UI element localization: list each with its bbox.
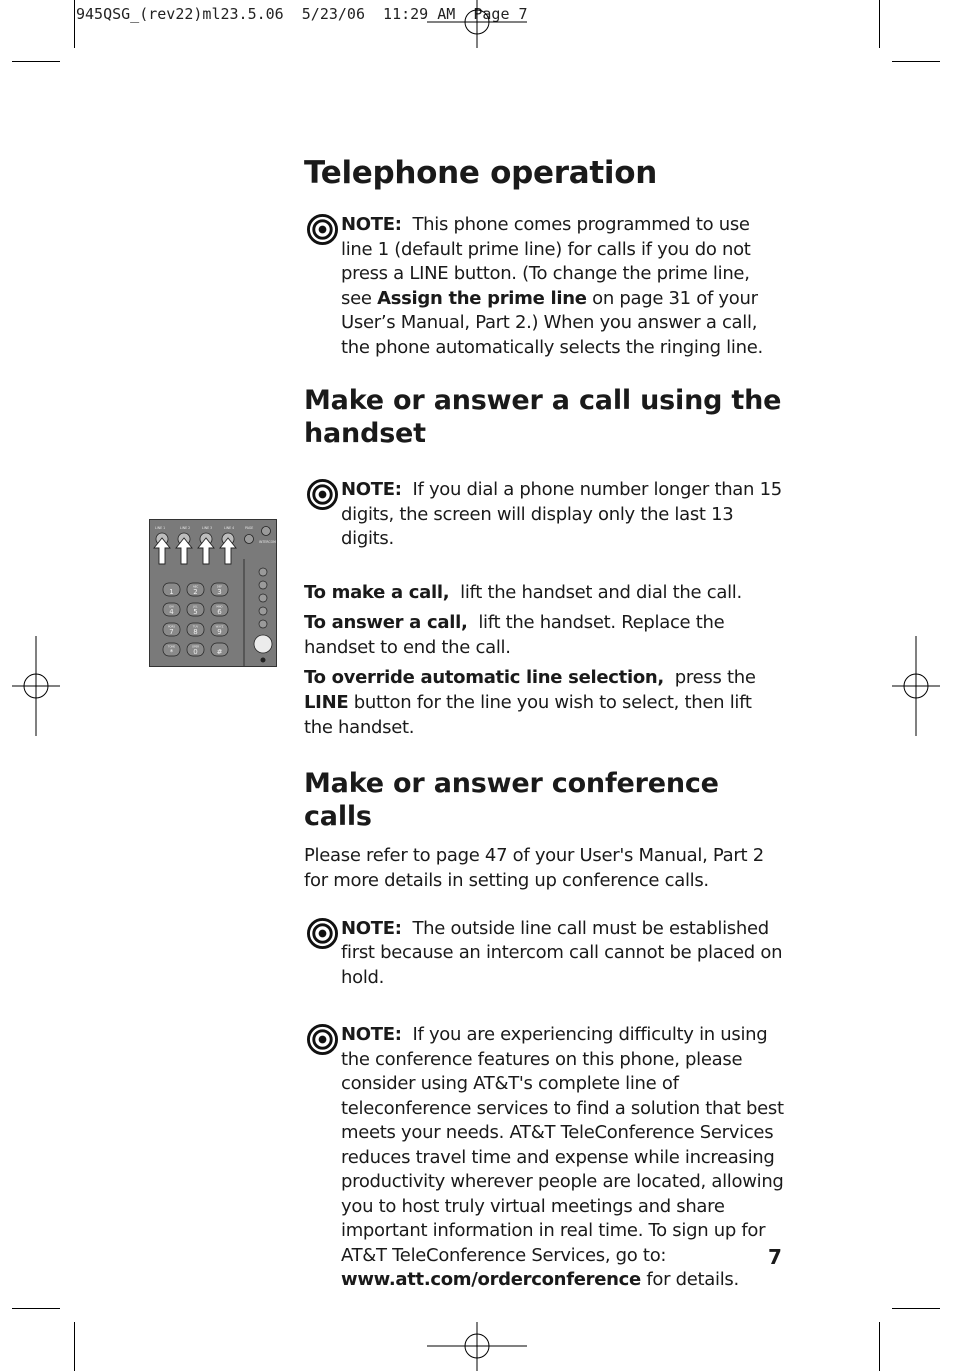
digits-note bbox=[304, 478, 784, 552]
page-number: 7 bbox=[768, 1245, 782, 1269]
note-label: NOTE: bbox=[341, 1024, 402, 1045]
override-text: button for the line you wish to select, then lift the handset. bbox=[304, 691, 752, 738]
answer-call-text: lift the handset. Replace the handset to end the call. bbox=[304, 611, 725, 658]
make-call-label: To make a call, bbox=[304, 581, 450, 603]
key-2-digit: 2 bbox=[193, 588, 198, 596]
note-text: If you are experiencing difficulty in using the conference features on this phone, please consider using AT&T's complete line of teleconference services to find a solution that best meets your needs. AT&T TeleConference Services reduces travel time and expense while increasing productivity wherever people are located, allowing you to host truly virtual meetings and share important information in real time. To sign up for AT&T TeleConference Services, go to: bbox=[341, 1024, 784, 1266]
line-button-ref: LINE bbox=[304, 691, 349, 713]
key-4-letters: GHI bbox=[169, 605, 174, 609]
key-5-letters: JKL bbox=[193, 605, 198, 609]
key-9-letters: WXYZ bbox=[215, 625, 224, 629]
registration-mark-right bbox=[892, 636, 940, 736]
prime-line-note bbox=[304, 213, 784, 360]
intercom-label: INTERCOM bbox=[259, 540, 276, 544]
note-text: on page 31 of your User’s Manual, Part 2.) When you answer a call, the phone automatically selects the ringing line. bbox=[341, 287, 763, 358]
outside-line-note bbox=[304, 917, 784, 991]
make-call-instruction bbox=[304, 580, 784, 605]
line-3-label: LINE 3 bbox=[202, 526, 213, 530]
page-button bbox=[245, 535, 254, 544]
line-2-label: LINE 2 bbox=[180, 526, 191, 530]
key-7-digit: 7 bbox=[169, 628, 174, 636]
override-text: press the bbox=[674, 666, 756, 688]
override-instruction bbox=[304, 665, 784, 740]
note-text: If you dial a phone number longer than 15 digits, the screen will display only the last 13 digits. bbox=[341, 479, 782, 549]
key-hash-digit: # bbox=[216, 648, 223, 656]
key-7-letters: PQRS bbox=[167, 625, 176, 629]
note-label: NOTE: bbox=[341, 479, 402, 500]
page-title: Telephone operation bbox=[304, 155, 657, 191]
note-label: NOTE: bbox=[341, 917, 402, 939]
key-star-letters: TONE bbox=[167, 645, 176, 649]
key-8-digit: 8 bbox=[193, 628, 198, 636]
key-0-letters: OPER bbox=[191, 645, 200, 649]
line-1-label: LINE 1 bbox=[155, 526, 166, 530]
note-text: The outside line call must be established first because an intercom call cannot be placed on hold. bbox=[341, 917, 783, 988]
make-call-text: lift the handset and dial the call. bbox=[460, 581, 742, 603]
teleconference-note bbox=[304, 1023, 784, 1293]
line-4-label: LINE 4 bbox=[224, 526, 235, 530]
key-0-digit: 0 bbox=[193, 648, 198, 656]
assign-prime-line-ref: Assign the prime line bbox=[377, 287, 587, 309]
note-text: for details. bbox=[640, 1269, 739, 1290]
key-3-letters: DEF bbox=[216, 585, 223, 589]
key-9-digit: 9 bbox=[217, 628, 222, 636]
registration-mark-top bbox=[427, 0, 527, 48]
key-3-digit: 3 bbox=[217, 588, 222, 596]
key-2-letters: ABC bbox=[192, 585, 199, 589]
handset-heading: Make or answer a call using the handset bbox=[304, 385, 782, 449]
note-icon bbox=[307, 479, 338, 510]
note-text: This phone comes programmed to use line 1 (default prime line) for calls if you do not press a LINE button. (To change the prime line, see bbox=[341, 214, 751, 309]
registration-mark-left bbox=[12, 636, 60, 736]
answer-call-instruction bbox=[304, 610, 784, 660]
intercom-button bbox=[262, 527, 271, 536]
page-content bbox=[304, 152, 784, 1293]
key-6-digit: 6 bbox=[217, 608, 222, 616]
key-5-digit: 5 bbox=[193, 608, 198, 616]
phone-keypad-illustration bbox=[149, 519, 277, 667]
override-label: To override automatic line selection, bbox=[304, 666, 664, 688]
conference-heading: Make or answer conference calls bbox=[304, 767, 719, 832]
key-6-letters: MNO bbox=[216, 605, 223, 609]
key-8-letters: TUV bbox=[192, 625, 199, 629]
note-label: NOTE: bbox=[341, 214, 402, 235]
print-slug: 945QSG_(rev22)ml23.5.06 5/23/06 11:29 AM Page 7 bbox=[76, 5, 528, 23]
page-label: PAGE bbox=[245, 526, 254, 530]
answer-call-label: To answer a call, bbox=[304, 611, 468, 633]
note-icon bbox=[307, 918, 338, 949]
key-4-digit: 4 bbox=[169, 608, 174, 616]
note-icon bbox=[307, 214, 338, 245]
registration-mark-bottom bbox=[427, 1322, 527, 1371]
speaker-button bbox=[254, 635, 272, 653]
conference-intro: Please refer to page 47 of your User's Manual, Part 2 for more details in setting up conference calls. bbox=[304, 844, 764, 891]
key-1-digit: 1 bbox=[169, 588, 174, 596]
note-icon bbox=[307, 1024, 338, 1055]
conference-url[interactable]: www.att.com/orderconference bbox=[341, 1269, 641, 1290]
key-star-digit: * bbox=[169, 648, 174, 656]
